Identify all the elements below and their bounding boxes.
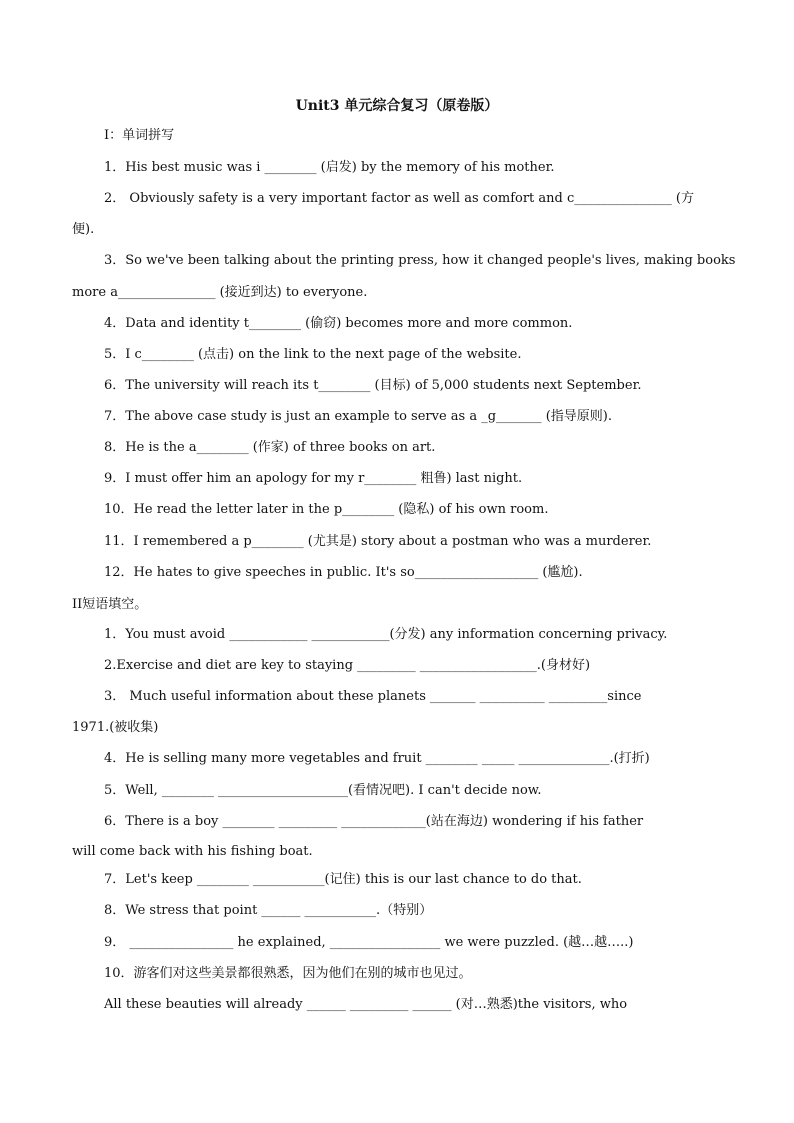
exercise-item [104, 408, 612, 426]
item-number: 11． [104, 534, 134, 549]
item-number: 8． [104, 440, 126, 455]
item-number: 9． [104, 935, 126, 950]
item-text: He read the letter later in the p________ (隐私) of his own room. [133, 502, 549, 517]
item-number: 10． [104, 966, 134, 981]
item-number: 8． [104, 903, 126, 918]
item-text: The above case study is just an example to serve as a _g_______ (指导原则). [125, 409, 612, 424]
item-text: He hates to give speeches in public. It's so___________________ (尴尬). [133, 565, 583, 580]
exercise-item [104, 470, 522, 488]
item-text: Obviously safety is a very important factor as well as comfort and c_______________ (方 [125, 191, 694, 206]
item-number: 4． [104, 751, 126, 766]
section-heading-word-spelling: I：单词拼写 [104, 128, 175, 143]
exercise-item [104, 501, 548, 519]
exercise-item [104, 159, 555, 177]
item-number: 5． [104, 347, 126, 362]
exercise-item [104, 346, 521, 364]
exercise-item-continuation [104, 996, 627, 1014]
item-number: 3． [104, 689, 126, 704]
item-text: The university will reach its t________ (目标) of 5,000 students next September. [125, 378, 642, 393]
exercise-item-continuation [72, 284, 367, 302]
exercise-item [104, 813, 643, 831]
item-number: 9． [104, 471, 126, 486]
item-text: All these beauties will already ______ _________ ______ (对…熟悉)the visitors, who [104, 997, 628, 1012]
item-text: We stress that point ______ ___________.（特别） [125, 903, 433, 918]
item-number: 1． [104, 627, 126, 642]
item-text: will come back with his fishing boat. [72, 844, 313, 859]
item-number: 4． [104, 316, 126, 331]
item-text: Much useful information about these planets _______ __________ _________since [125, 689, 642, 704]
item-text: Data and identity t________ (偷窃) becomes more and more common. [125, 316, 573, 331]
item-text: So we've been talking about the printing press, how it changed people's lives, making books [125, 253, 736, 268]
exercise-item-continuation [72, 843, 313, 861]
exercise-item [104, 626, 667, 644]
item-number: 1． [104, 160, 126, 175]
item-text: He is the a________ (作家) of three books on art. [125, 440, 436, 455]
item-text: Let's keep ________ ___________(记住) this is our last chance to do that. [125, 872, 582, 887]
item-number: 6． [104, 814, 126, 829]
item-number: 12． [104, 565, 134, 580]
item-number: 6． [104, 378, 126, 393]
item-text: You must avoid ____________ ____________(分发) any information concerning privacy. [125, 627, 668, 642]
exercise-item-continuation [72, 719, 158, 737]
exercise-item [104, 934, 634, 952]
item-text: 便). [72, 222, 95, 237]
exercise-item [104, 782, 542, 800]
exercise-item [104, 315, 572, 333]
exercise-item [104, 377, 642, 395]
item-number: 7． [104, 872, 126, 887]
item-text: I remembered a p________ (尤其是) story about a postman who was a murderer. [133, 534, 652, 549]
item-text: I c________ (点击) on the link to the next page of the website. [125, 347, 522, 362]
exercise-item [104, 439, 435, 457]
item-text: 1971.(被收集) [72, 720, 159, 735]
item-text: Well, ________ ____________________(看情况吧). I can't decide now. [125, 783, 542, 798]
item-text: more a_______________ (接近到达) to everyone. [72, 285, 368, 300]
item-text: I must offer him an apology for my r________ 粗鲁) last night. [125, 471, 523, 486]
exercise-item [104, 871, 582, 889]
exercise-item [104, 533, 651, 551]
exercise-item [104, 564, 583, 582]
exercise-item [104, 252, 735, 270]
exercise-item-continuation [72, 221, 94, 239]
item-number: 2． [104, 191, 126, 206]
item-text: 游客们对这些美景都很熟悉，因为他们在别的城市也见过。 [133, 966, 472, 981]
exercise-item [104, 902, 432, 920]
page-title: Unit3 单元综合复习（原卷版） [295, 98, 499, 114]
exercise-item [104, 657, 590, 675]
item-number: 5． [104, 783, 126, 798]
item-number: 7． [104, 409, 126, 424]
item-number: 10． [104, 502, 134, 517]
item-text: His best music was i ________ (启发) by the memory of his mother. [125, 160, 555, 175]
exercise-item [104, 688, 641, 706]
item-number: 3． [104, 253, 126, 268]
exercise-item [104, 965, 472, 983]
section-heading-phrase-fill: II短语填空。 [72, 597, 148, 612]
item-text: There is a boy ________ _________ _____________(站在海边) wondering if his father [125, 814, 644, 829]
exercise-item [104, 750, 650, 768]
exercise-item [104, 190, 694, 208]
item-text: ________________ he explained, _________________ we were puzzled. (越…越…..) [125, 935, 634, 950]
item-text: He is selling many more vegetables and fruit ________ _____ ______________.(打折) [125, 751, 650, 766]
item-text: 2.Exercise and diet are key to staying _________ __________________.(身材好) [104, 658, 591, 673]
